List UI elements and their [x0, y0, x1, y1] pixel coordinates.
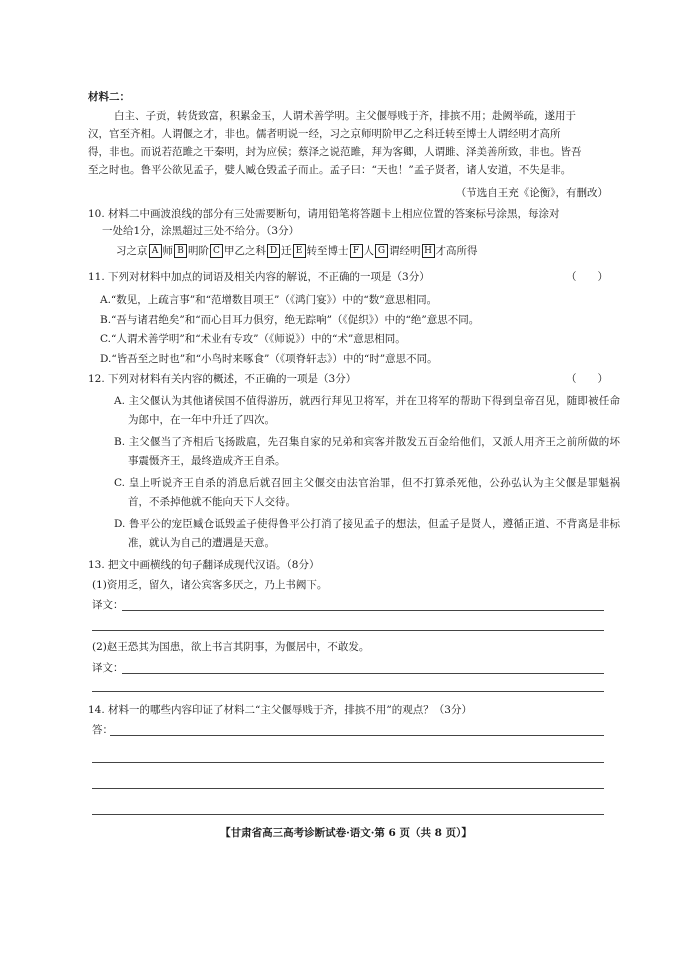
- q10-option-box[interactable]: A: [149, 244, 162, 258]
- q10-segment: 才高所得: [435, 245, 478, 257]
- q14-stem: 14. 材料一的哪些内容印证了材料二“主父偃辱贱于齐，排摈不用”的观点？（3分）: [88, 704, 472, 716]
- q10-segment: 习之京: [116, 245, 148, 257]
- q12-answer-paren[interactable]: （ ）: [566, 373, 608, 385]
- q13-stem: 13. 把文中画横线的句子翻译成现代汉语。（8分）: [88, 559, 320, 571]
- q12-stem-row: [88, 372, 608, 386]
- q11-option-d: D.“皆吾至之时也”和“小鸟时来啄食”（《项脊轩志》）中的“时”意思不同。: [100, 352, 438, 365]
- q11-answer-paren[interactable]: （ ）: [566, 271, 608, 283]
- q14-answer-line[interactable]: [110, 735, 604, 736]
- q13-answer-line[interactable]: [92, 630, 604, 631]
- q13-answer-label-1: 译文：: [92, 599, 124, 611]
- material-heading: 材料二：: [88, 91, 130, 103]
- q10-segment: 明阶: [188, 245, 209, 257]
- q12-option-c: C. 皇上听说齐王自杀的消息后就召回主父偃交由法官治罪，但不打算杀死他，公孙弘认为主父偃是罪魁祸首，不杀掉他就不能向天下人交待。: [114, 477, 620, 508]
- q11-option-c: C.“人谓术善学明”和“术业有专攻”（《师说》）中的“术”意思相同。: [100, 333, 406, 345]
- q14-answer-label: 答：: [92, 724, 113, 736]
- q13-answer-line[interactable]: [122, 610, 604, 611]
- q13-answer-label-2: 译文：: [92, 662, 124, 674]
- q10-segment: 迁: [281, 245, 292, 257]
- q10-segment: 师: [162, 245, 173, 257]
- q11-option-b: B.“吾与诸君绝矣”和“而心目耳力俱穷，绝无踪响”（《促织》）中的“绝”意思不同。: [100, 313, 480, 326]
- material-line-4: 至之时也。鲁平公欲见孟子，嬖人臧仓毁孟子而止。孟子曰：“天也！”孟子贤者，诸人安道，不失是非。: [88, 164, 572, 176]
- q10-option-box[interactable]: B: [174, 244, 187, 258]
- q11-stem-row: [88, 270, 608, 284]
- q14-answer-line[interactable]: [92, 788, 604, 789]
- q12-option-b: B. 主父偃当了齐相后飞扬跋扈，先召集自家的兄弟和宾客并散发五百金给他们，又派人用齐王之前所做的坏事震慑齐王，最终造成齐王自杀。: [114, 436, 620, 467]
- q10-segment: 人: [363, 245, 374, 257]
- q10-segment-row: [116, 244, 478, 258]
- q13-sentence-2: (2)赵王恐其为国患，欲上书言其阴事，为偃居中，不敢发。: [92, 641, 370, 653]
- q10-segment: 甲乙之科: [224, 245, 266, 257]
- q11-option-a: A.“数见，上疏言事”和“范增数目项王”（《鸿门宴》）中的“数”意思相同。: [100, 294, 438, 306]
- q10-segment: 转至博士: [306, 245, 349, 257]
- material-line-2: 汉，官至齐相。人谓偃之才，非也。儒者明说一经，习之京师明阶甲乙之科迁转至博士人谓经明才高所: [88, 128, 561, 140]
- q10-stem-line1: 10. 材料二中画波浪线的部分有三处需要断句，请用铅笔将答题卡上相应位置的答案标号涂黑，每涂对: [88, 208, 560, 220]
- material-paragraph: [88, 107, 582, 179]
- q10-option-box[interactable]: F: [350, 244, 363, 258]
- q10-stem: [88, 206, 560, 240]
- material-source: （节选自王充《论衡》，有删改）: [455, 187, 608, 199]
- q12-option-a: A. 主父偃认为其他诸侯国不值得游历，就西行拜见卫将军，并在卫将军的帮助下得到皇帝召见，随即被任命为郎中，在一年中升迁了四次。: [114, 395, 620, 426]
- q10-option-box[interactable]: E: [293, 244, 306, 258]
- q12-stem: 12. 下列对材料有关内容的概述，不正确的一项是（3分）: [88, 373, 357, 385]
- q14-answer-line[interactable]: [92, 814, 604, 815]
- q10-option-box[interactable]: G: [375, 244, 388, 258]
- q13-answer-line[interactable]: [92, 691, 604, 692]
- material-line-1: 白主、子贡，转货致富，积累金玉，人谓术善学明。主父偃辱贱于齐，排摈不用；赴阙举疏，遂用于: [114, 110, 576, 122]
- q12-option-d: D. 鲁平公的宠臣臧仓诋毁孟子使得鲁平公打消了接见孟子的想法，但孟子是贤人，遵循正道、不背离是非标准，就认为自己的遭遇是天意。: [114, 518, 620, 549]
- material-line-3: 得，非也。而说若范雎之干秦明，封为应侯；蔡泽之说范雎，拜为客卿，人谓雎、泽美善所致，非也。皆吾: [88, 146, 582, 158]
- q10-option-box[interactable]: D: [267, 244, 280, 258]
- page-footer: 【甘肃省高三高考诊断试卷·语文·第 6 页（共 8 页）】: [220, 827, 472, 839]
- q14-answer-line[interactable]: [92, 762, 604, 763]
- q10-segment: 谓经明: [389, 245, 421, 257]
- q13-sentence-1: (1)资用乏，留久，诸公宾客多厌之，乃上书阙下。: [92, 579, 328, 591]
- q10-option-box[interactable]: H: [422, 244, 435, 258]
- q10-option-box[interactable]: C: [210, 244, 223, 258]
- q11-stem: 11. 下列对材料中加点的词语及相关内容的解说，不正确的一项是（3分）: [88, 271, 430, 283]
- q10-stem-line2: 一处给1分，涂黑超过三处不给分。（3分）: [102, 225, 300, 237]
- q13-answer-line[interactable]: [122, 673, 604, 674]
- q11-options: [100, 291, 479, 369]
